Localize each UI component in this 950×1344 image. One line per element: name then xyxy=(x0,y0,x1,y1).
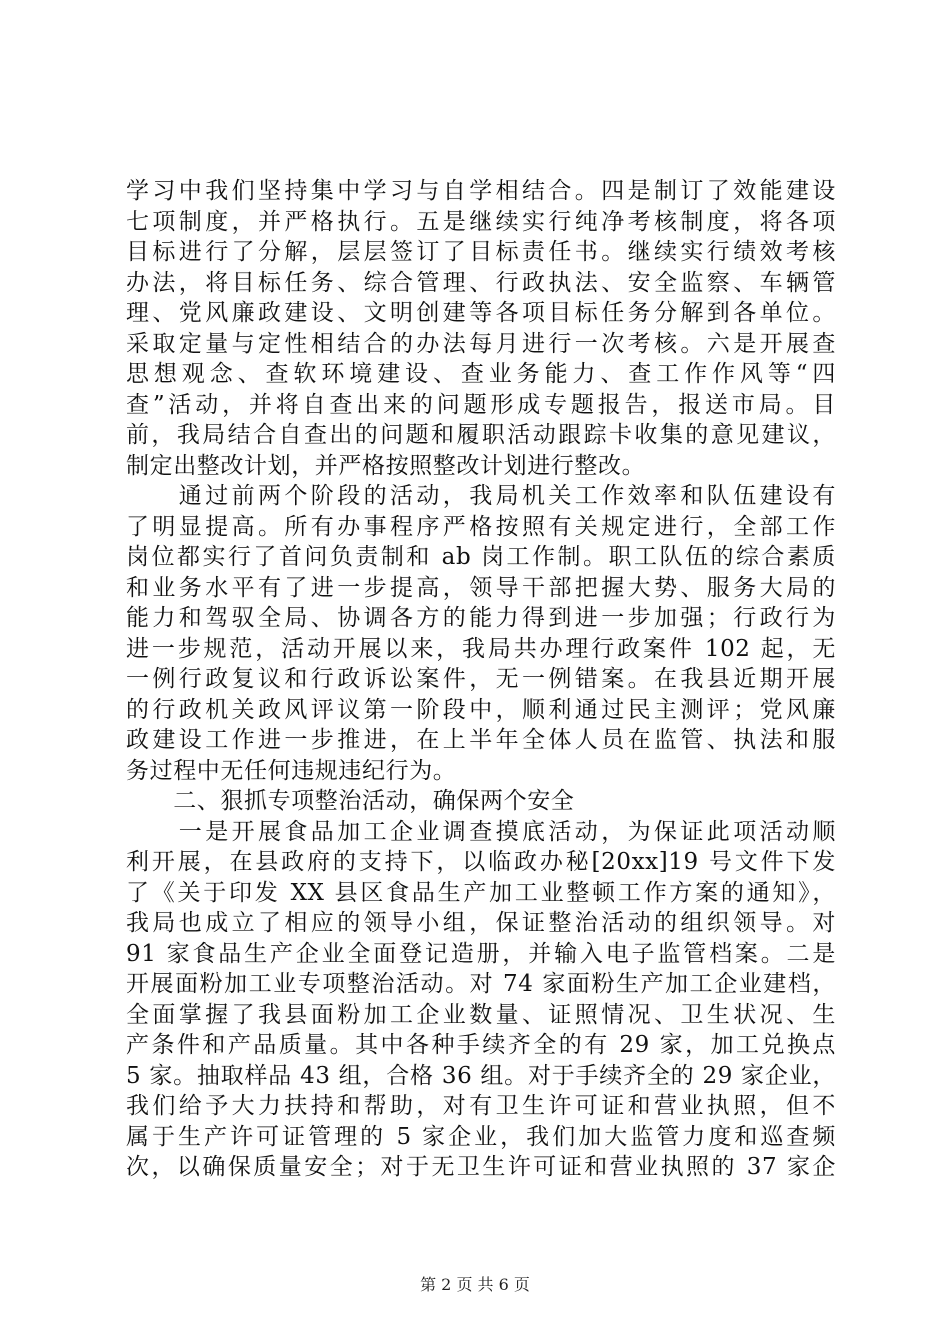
text-line: 思想观念、查软环境建设、查业务能力、查工作作风等“四 xyxy=(126,361,836,387)
text-line: 开展面粉加工业专项整治活动。对 74 家面粉生产加工企业建档， xyxy=(126,971,836,997)
text-line: 属于生产许可证管理的 5 家企业，我们加大监管力度和巡查频 xyxy=(126,1123,836,1150)
text-line: 理、党风廉政建设、文明创建等各项目标任务分解到各单位。 xyxy=(126,300,836,326)
text-line: 全面掌握了我县面粉加工企业数量、证照情况、卫生状况、生 xyxy=(126,1001,836,1028)
text-line: 目标进行了分解，层层签订了目标责任书。继续实行绩效考核 xyxy=(126,239,836,265)
text-line: 能力和驾驭全局、协调各方的能力得到进一步加强；行政行为 xyxy=(126,605,836,631)
text-line: 采取定量与定性相结合的办法每月进行一次考核。六是开展查 xyxy=(126,330,836,357)
body-text xyxy=(126,176,836,1183)
text-line: 二、狠抓专项整治活动，确保两个安全 xyxy=(126,788,575,814)
text-line: 我们给予大力扶持和帮助，对有卫生许可证和营业执照，但不 xyxy=(126,1093,836,1119)
text-line: 利开展，在县政府的支持下，以临政办秘[20xx]19 号文件下发 xyxy=(126,849,836,875)
text-line: 岗位都实行了首问负责制和 ab 岗工作制。职工队伍的综合素质 xyxy=(126,544,836,570)
text-line: 了《关于印发 XX 县区食品生产加工业整顿工作方案的通知》， xyxy=(126,879,836,906)
text-line: 我局也成立了相应的领导小组，保证整治活动的组织领导。对 xyxy=(126,910,836,936)
text-line: 七项制度，并严格执行。五是继续实行纯净考核制度，将各项 xyxy=(126,208,836,235)
text-line: 和业务水平有了进一步提高，领导干部把握大势、服务大局的 xyxy=(126,574,836,601)
text-line: 了明显提高。所有办事程序严格按照有关规定进行，全部工作 xyxy=(126,513,836,540)
text-line: 的行政机关政风评议第一阶段中，顺利通过民主测评；党风廉 xyxy=(126,696,836,723)
text-line: 政建设工作进一步推进，在上半年全体人员在监管、执法和服 xyxy=(126,727,836,753)
text-line: 91 家食品生产企业全面登记造册，并输入电子监管档案。二是 xyxy=(126,940,836,967)
text-line: 产条件和产品质量。其中各种手续齐全的有 29 家，加工兑换点 xyxy=(126,1032,836,1058)
text-line: 务过程中无任何违规违纪行为。 xyxy=(126,757,457,784)
text-line: 进一步规范，活动开展以来，我局共办理行政案件 102 起，无 xyxy=(126,635,836,662)
text-line: 办法，将目标任务、综合管理、行政执法、安全监察、车辆管 xyxy=(126,269,836,296)
text-line: 查”活动，并将自查出来的问题形成专题报告，报送市局。目 xyxy=(126,391,836,418)
text-line: 一例行政复议和行政诉讼案件，无一例错案。在我县近期开展 xyxy=(126,666,836,692)
text-line: 次，以确保质量安全；对于无卫生许可证和营业执照的 37 家企 xyxy=(126,1154,836,1180)
text-line: 前，我局结合自查出的问题和履职活动跟踪卡收集的意见建议， xyxy=(126,422,836,448)
text-line: 一是开展食品加工企业调查摸底活动，为保证此项活动顺 xyxy=(126,818,836,845)
text-line: 学习中我们坚持集中学习与自学相结合。四是制订了效能建设 xyxy=(126,178,836,204)
page-footer: 第 2 页 共 6 页 xyxy=(420,1275,530,1294)
text-line: 通过前两个阶段的活动，我局机关工作效率和队伍建设有 xyxy=(126,483,836,509)
text-line: 5 家。抽取样品 43 组，合格 36 组。对于手续齐全的 29 家企业， xyxy=(126,1062,836,1089)
text-line: 制定出整改计划，并严格按照整改计划进行整改。 xyxy=(126,452,646,479)
